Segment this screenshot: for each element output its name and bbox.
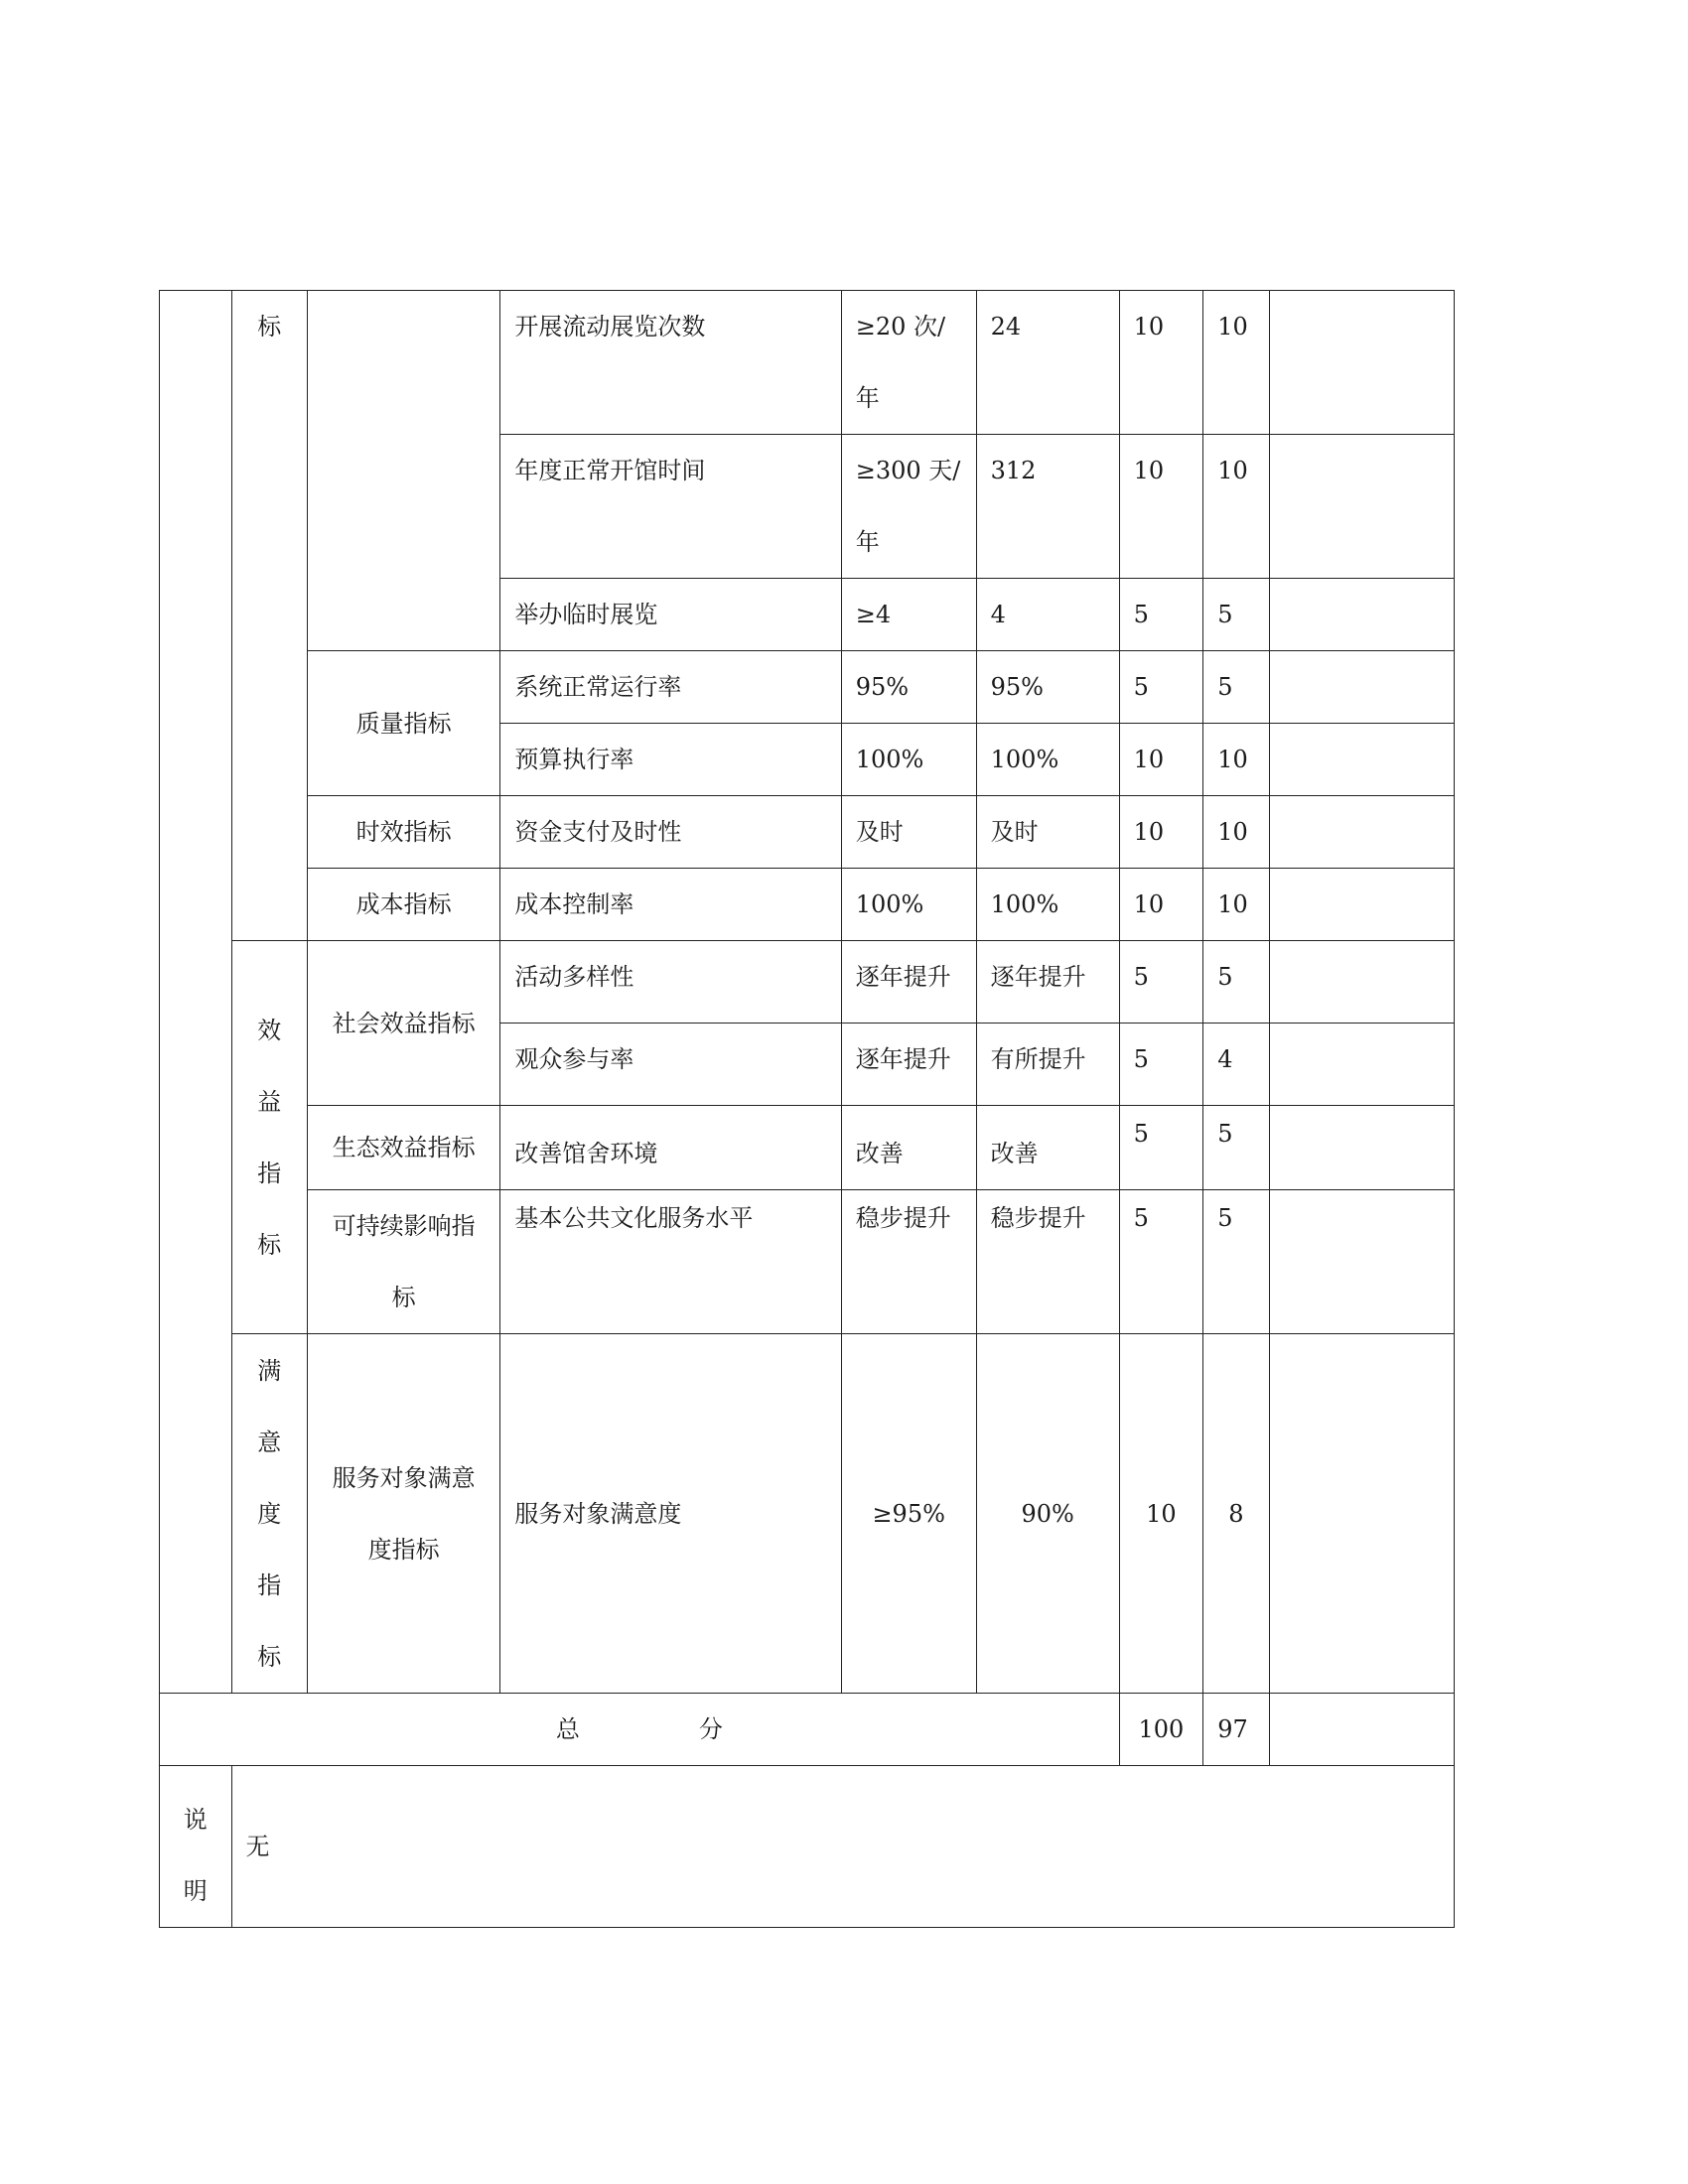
- remarks-cell: [1269, 724, 1454, 796]
- target-value: ≥4: [841, 579, 976, 651]
- total-label-char: 总: [555, 1715, 580, 1743]
- indicator-name: 改善馆舍环境: [500, 1106, 841, 1190]
- remarks-cell: [1269, 796, 1454, 869]
- remarks-cell: [1269, 1190, 1454, 1334]
- category-line: 可持续影响指: [332, 1212, 476, 1240]
- note-label: [160, 1766, 232, 1928]
- table-row: [160, 1334, 1455, 1694]
- remarks-cell: [1269, 291, 1454, 435]
- indicator-name: 预算执行率: [500, 724, 841, 796]
- performance-table: [159, 290, 1455, 1928]
- category-quality: 质量指标: [308, 651, 500, 796]
- remarks-cell: [1269, 435, 1454, 579]
- weight-value: 10: [1119, 724, 1203, 796]
- category-line: 标: [391, 1284, 416, 1311]
- score-value: 5: [1203, 1190, 1269, 1334]
- weight-value: 5: [1119, 1024, 1203, 1106]
- score-value: 4: [1203, 1024, 1269, 1106]
- note-row: [160, 1766, 1455, 1928]
- weight-value: 10: [1119, 1334, 1203, 1694]
- group-satisfaction-label: [231, 1334, 308, 1694]
- remarks-cell: [1269, 941, 1454, 1024]
- indicator-name: 系统正常运行率: [500, 651, 841, 724]
- target-value: 及时: [841, 796, 976, 869]
- blank-first-column: [160, 291, 232, 1694]
- weight-value: 10: [1119, 435, 1203, 579]
- actual-value: 90%: [976, 1334, 1119, 1694]
- target-value: ≥95%: [841, 1334, 976, 1694]
- actual-value: 24: [976, 291, 1119, 435]
- actual-value: 逐年提升: [976, 941, 1119, 1024]
- actual-value: 稳步提升: [976, 1190, 1119, 1334]
- remarks-cell: [1269, 1106, 1454, 1190]
- table-row: [160, 869, 1455, 941]
- remarks-cell: [1269, 579, 1454, 651]
- category-line: 服务对象满意: [332, 1463, 476, 1492]
- table-row: [160, 1106, 1455, 1190]
- target-value: ≥300 天/年: [841, 435, 976, 579]
- weight-value: 10: [1119, 796, 1203, 869]
- indicator-name: 资金支付及时性: [500, 796, 841, 869]
- actual-value: 4: [976, 579, 1119, 651]
- table-row: [160, 941, 1455, 1024]
- category-cost: 成本指标: [308, 869, 500, 941]
- remarks-cell: [1269, 1024, 1454, 1106]
- actual-value: 改善: [976, 1106, 1119, 1190]
- actual-value: 95%: [976, 651, 1119, 724]
- group-benefit-char: 效: [257, 1016, 282, 1044]
- score-value: 10: [1203, 796, 1269, 869]
- category-eco-benefit: 生态效益指标: [308, 1106, 500, 1190]
- target-value: 逐年提升: [841, 941, 976, 1024]
- score-value: 5: [1203, 651, 1269, 724]
- group-satisfaction-char: 标: [257, 1642, 282, 1671]
- indicator-name: 服务对象满意度: [500, 1334, 841, 1694]
- note-label-char: 明: [183, 1877, 208, 1905]
- remarks-cell: [1269, 651, 1454, 724]
- group-output-label: 标: [231, 291, 308, 941]
- indicator-name: 年度正常开馆时间: [500, 435, 841, 579]
- score-value: 10: [1203, 724, 1269, 796]
- weight-value: 10: [1119, 291, 1203, 435]
- actual-value: 100%: [976, 724, 1119, 796]
- actual-value: 及时: [976, 796, 1119, 869]
- remarks-cell: [1269, 1694, 1454, 1766]
- indicator-name: 成本控制率: [500, 869, 841, 941]
- indicator-name: 基本公共文化服务水平: [500, 1190, 841, 1334]
- group-benefit-char: 益: [257, 1087, 282, 1116]
- remarks-cell: [1269, 1334, 1454, 1694]
- category-cell-blank: [308, 291, 500, 651]
- target-value: 稳步提升: [841, 1190, 976, 1334]
- category-social-benefit: 社会效益指标: [308, 941, 500, 1106]
- target-value: ≥20 次/年: [841, 291, 976, 435]
- category-sustainable: [308, 1190, 500, 1334]
- score-value: 5: [1203, 579, 1269, 651]
- group-satisfaction-char: 指: [257, 1570, 282, 1599]
- target-value: 改善: [841, 1106, 976, 1190]
- total-label-char: 分: [698, 1715, 723, 1743]
- group-benefit-char: 指: [257, 1159, 282, 1187]
- total-row: [160, 1694, 1455, 1766]
- indicator-name: 举办临时展览: [500, 579, 841, 651]
- group-satisfaction-char: 度: [257, 1499, 282, 1528]
- total-score: 97: [1203, 1694, 1269, 1766]
- weight-value: 10: [1119, 869, 1203, 941]
- score-value: 10: [1203, 435, 1269, 579]
- target-value: 95%: [841, 651, 976, 724]
- actual-value: 有所提升: [976, 1024, 1119, 1106]
- score-value: 8: [1203, 1334, 1269, 1694]
- indicator-name: 开展流动展览次数: [500, 291, 841, 435]
- score-value: 10: [1203, 291, 1269, 435]
- target-value: 100%: [841, 724, 976, 796]
- remarks-cell: [1269, 869, 1454, 941]
- indicator-name: 活动多样性: [500, 941, 841, 1024]
- category-timeliness: 时效指标: [308, 796, 500, 869]
- table-row: [160, 291, 1455, 435]
- total-weight: 100: [1119, 1694, 1203, 1766]
- score-value: 5: [1203, 941, 1269, 1024]
- weight-value: 5: [1119, 1190, 1203, 1334]
- group-satisfaction-char: 满: [257, 1356, 282, 1385]
- group-benefit-label: [231, 941, 308, 1334]
- note-text: 无: [231, 1766, 1455, 1928]
- score-value: 5: [1203, 1106, 1269, 1190]
- score-value: 10: [1203, 869, 1269, 941]
- target-value: 逐年提升: [841, 1024, 976, 1106]
- category-line: 度指标: [367, 1535, 440, 1564]
- weight-value: 5: [1119, 1106, 1203, 1190]
- indicator-name: 观众参与率: [500, 1024, 841, 1106]
- group-satisfaction-char: 意: [257, 1428, 282, 1456]
- weight-value: 5: [1119, 941, 1203, 1024]
- table-row: [160, 796, 1455, 869]
- category-satisfaction: [308, 1334, 500, 1694]
- total-label: [160, 1694, 1120, 1766]
- note-label-char: 说: [183, 1806, 208, 1834]
- actual-value: 100%: [976, 869, 1119, 941]
- weight-value: 5: [1119, 579, 1203, 651]
- group-benefit-char: 标: [257, 1230, 282, 1259]
- table-row: [160, 651, 1455, 724]
- target-value: 100%: [841, 869, 976, 941]
- table-row: [160, 1190, 1455, 1334]
- weight-value: 5: [1119, 651, 1203, 724]
- actual-value: 312: [976, 435, 1119, 579]
